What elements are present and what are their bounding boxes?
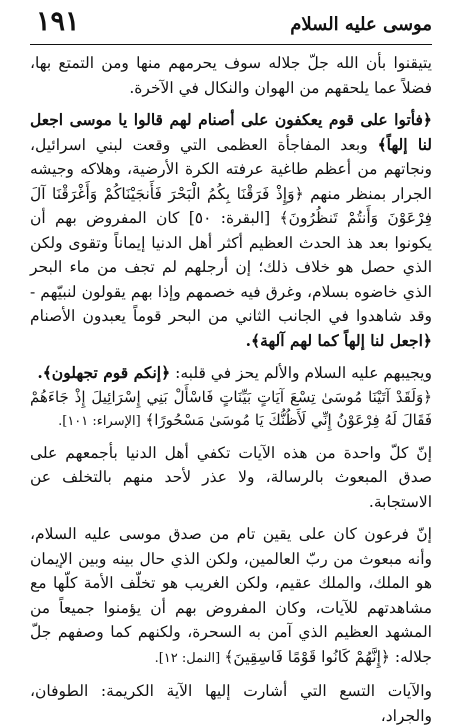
verse-heading: ﴿فأتوا على قوم يعكفون على أصنام لهم قالوا يا موسى اجعل لنا إلهاً﴾ xyxy=(30,110,432,154)
verse-reference: [الإسراء: ١٠١]. xyxy=(58,413,141,429)
paragraph-7: والآيات التسع التي أشارت إليها الآية الكريمة: الطوفان، والجراد، xyxy=(30,682,432,725)
paragraph-3 xyxy=(30,361,432,386)
paragraph-5: إنّ كلّ واحدة من هذه الآيات تكفي أهل الدنيا بأجمعهم على صدق المبعوث بالرسالة، ولا عذر لأحد منهم بالتخلف عن الاستجابة. xyxy=(30,443,432,511)
page-number: ١٩١ xyxy=(36,6,80,37)
paragraph-3-intro: ويجيبهم عليه السلام والألم يحز في قلبه: xyxy=(170,364,432,382)
paragraph-1: يتيقنوا بأن الله جلّ جلاله سوف يحرمهم منها ومن التمتع بها، فضلاً عما يلحقهم من الهوان والنكال في الآخرة. xyxy=(30,54,432,97)
page-body xyxy=(30,45,432,728)
paragraph-2 xyxy=(30,108,432,353)
running-title: موسى عليه السلام xyxy=(290,14,432,35)
verse-text: ﴿وَلَقَدْ آتَيْنَا مُوسَىٰ تِسْعَ آيَاتٍ بَيِّنَاتٍ فَاسْأَلْ بَنِي إِسْرَائِيلَ إِذْ جَاءَهُمْ فَقَالَ لَهُ فِرْعَوْنُ إِنِّي لَأَظُنُّكَ يَا مُوسَىٰ مَسْحُورًا﴾ xyxy=(30,387,432,429)
verse-naml: ﴿إِنَّهُمْ كَانُوا قَوْمًا فَاسِقِينَ﴾ xyxy=(224,647,390,666)
page-header xyxy=(30,0,432,45)
paragraph-6 xyxy=(30,522,432,671)
verse-quote-bold-2: ﴿إنكم قوم تجهلون﴾. xyxy=(37,363,171,382)
verse-quote-bold: ﴿اجعل لنا إلهاً كما لهم آلهة﴾. xyxy=(245,330,432,350)
quran-verse-isra xyxy=(30,386,432,433)
paragraph-6-text: إنّ فرعون كان على يقين تام من صدق موسى عليه السلام، وأنه مبعوث من ربّ العالمين، ولكن الذي حال بينه وبين الإيمان هو الملك، والملك عقيم، ولكن الغريب هو تخلّف الأمة كلّها مع مشاهدتهم للآيات، وكان المفروض بهم أن يؤمنوا جميعاً من المشهد العظيم الذي آمن به السحرة، ولكنهم كما وصفهم جلّ جلاله: xyxy=(30,525,432,666)
verse-reference-naml: [النمل: ١٢]. xyxy=(154,650,225,666)
paragraph-2-text: وبعد المفاجأة العظمى التي وقعت لبني اسرائيل، ونجاتهم من أعظم طاغية عرفته الكرة الأرضية، وهلاكه وجيشه الجرار بمنظر منهم ﴿وَإِذْ فَرَقْنَا بِكُمُ الْبَحْرَ فَأَنجَيْنَاكُمْ وَأَغْرَقْنَا آلَ فِرْعَوْنَ وَأَنتُمْ تَنظُرُونَ﴾ [البقرة: ٥٠] كان المفروض بهم أن يكونوا بعد هذ الحدث العظيم أكثر أهل الدنيا إيماناً وتقوى ولكن الذي حصل هو خلاف ذلك؛ إن أرجلهم لم تجف من ماء البحر الذي خاضوه بسلام، وغرق فيه خصمهم وإذا بهم يقولون لنبيّهم - وقد شاهدوا في الجانب الثاني من البحر قوماً يعبدون الأصنام xyxy=(30,135,433,325)
